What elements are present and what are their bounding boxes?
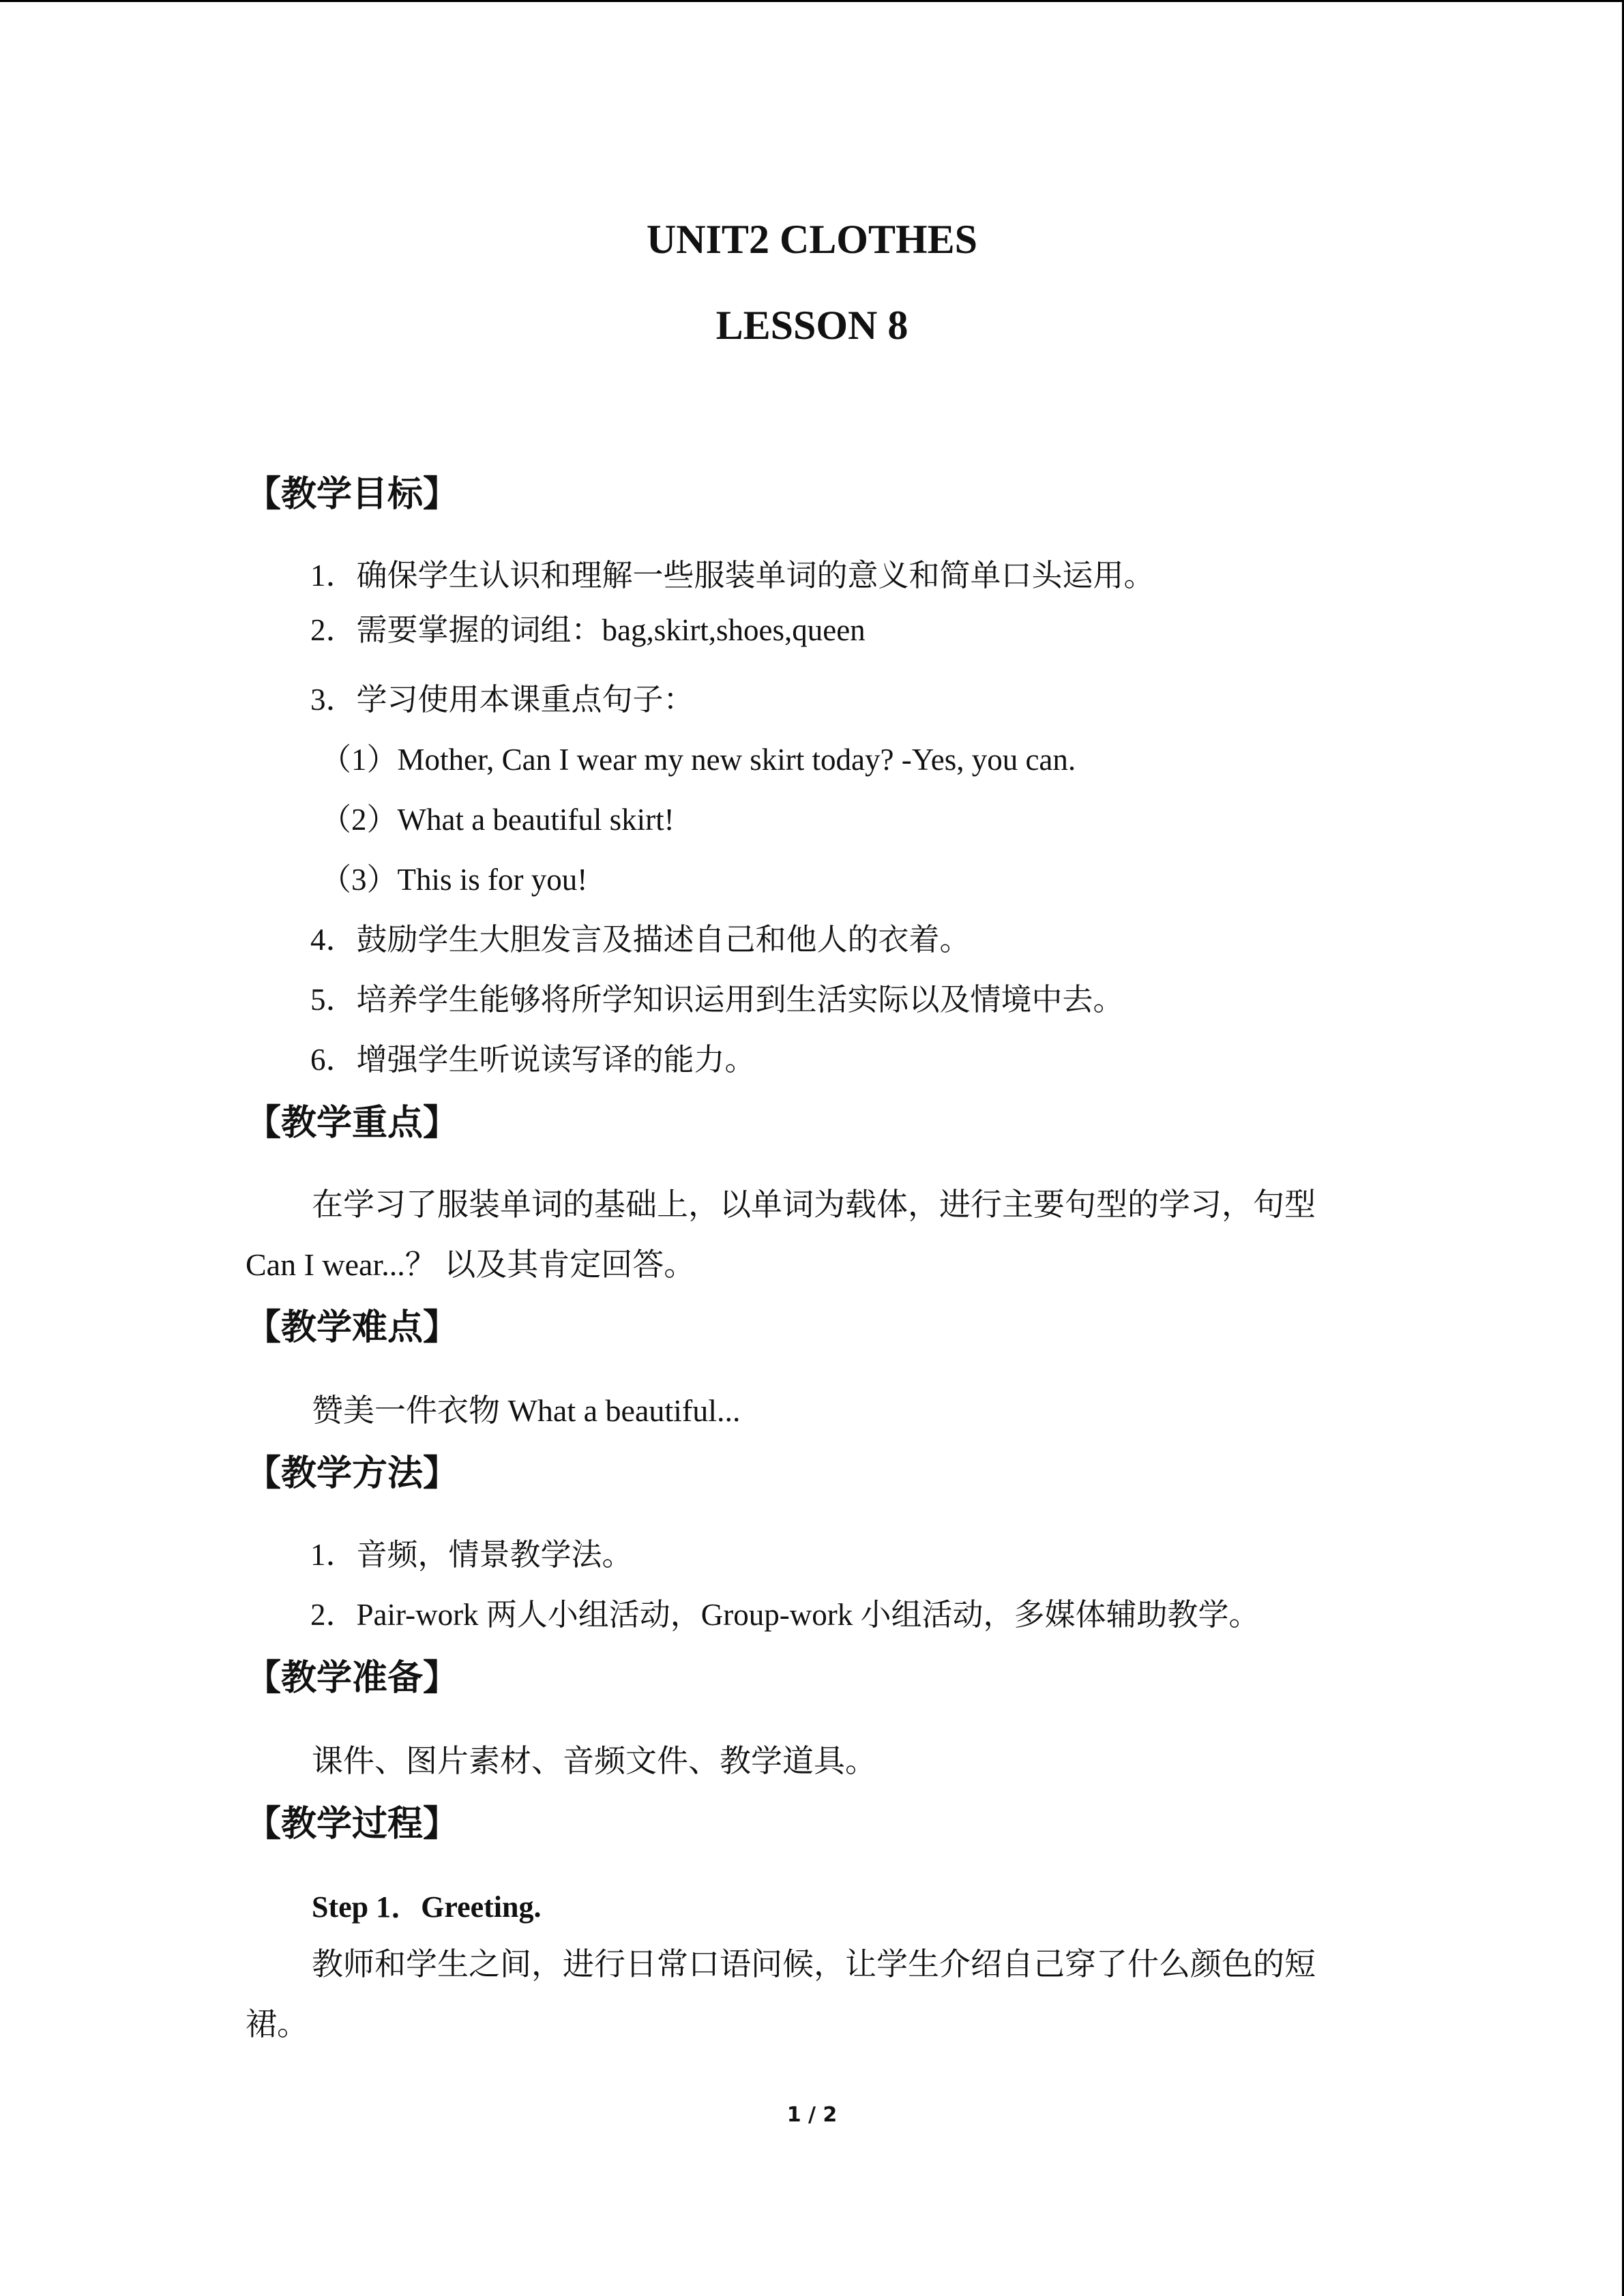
preparation-text: 课件、图片素材、音频文件、教学道具。	[312, 1744, 876, 1778]
key-sentence: （3）This is for you!	[321, 863, 588, 897]
document-subtitle: LESSON 8	[715, 303, 909, 348]
step-text-continued: 裙。	[246, 2007, 308, 2042]
method-item: 2．Pair-work 两人小组活动，Group-work 小组活动，多媒体辅助教学。	[310, 1598, 1260, 1632]
page-number: 1 / 2	[786, 2103, 838, 2127]
section-heading-preparation: 【教学准备】	[246, 1659, 459, 1698]
objective-item: 5．培养学生能够将所学知识运用到生活实际以及情境中去。	[310, 983, 1124, 1017]
objective-item: 3．学习使用本课重点句子：	[310, 683, 694, 717]
key-sentence: （2）What a beautiful skirt!	[321, 803, 675, 837]
document-title: UNIT2 CLOTHES	[646, 217, 978, 262]
section-heading-process: 【教学过程】	[246, 1805, 459, 1844]
objective-item: 6．增强学生听说读写译的能力。	[310, 1043, 756, 1077]
key-sentence: （1）Mother, Can I wear my new skirt today? -Yes, you can.	[321, 743, 1076, 777]
section-heading-key-points: 【教学重点】	[246, 1104, 459, 1143]
key-points-text-continued: Can I wear...？ 以及其肯定回答。	[246, 1247, 696, 1282]
section-heading-difficulties: 【教学难点】	[246, 1309, 459, 1347]
section-heading-methods: 【教学方法】	[246, 1455, 459, 1493]
objective-item: 2．需要掌握的词组：bag,skirt,shoes,queen	[310, 613, 866, 647]
method-item: 1．音频，情景教学法。	[310, 1538, 633, 1572]
key-points-text: 在学习了服装单词的基础上，以单词为载体，进行主要句型的学习，句型	[312, 1187, 1316, 1222]
objective-item: 1．确保学生认识和理解一些服装单词的意义和简单口头运用。	[310, 558, 1155, 593]
step-text: 教师和学生之间，进行日常口语问候，让学生介绍自己穿了什么颜色的短	[312, 1947, 1316, 1982]
section-heading-objectives: 【教学目标】	[246, 475, 459, 514]
objective-item: 4．鼓励学生大胆发言及描述自己和他人的衣着。	[310, 923, 971, 957]
step-title: Step 1．Greeting.	[312, 1890, 542, 1924]
difficulties-text: 赞美一件衣物 What a beautiful...	[312, 1393, 741, 1428]
